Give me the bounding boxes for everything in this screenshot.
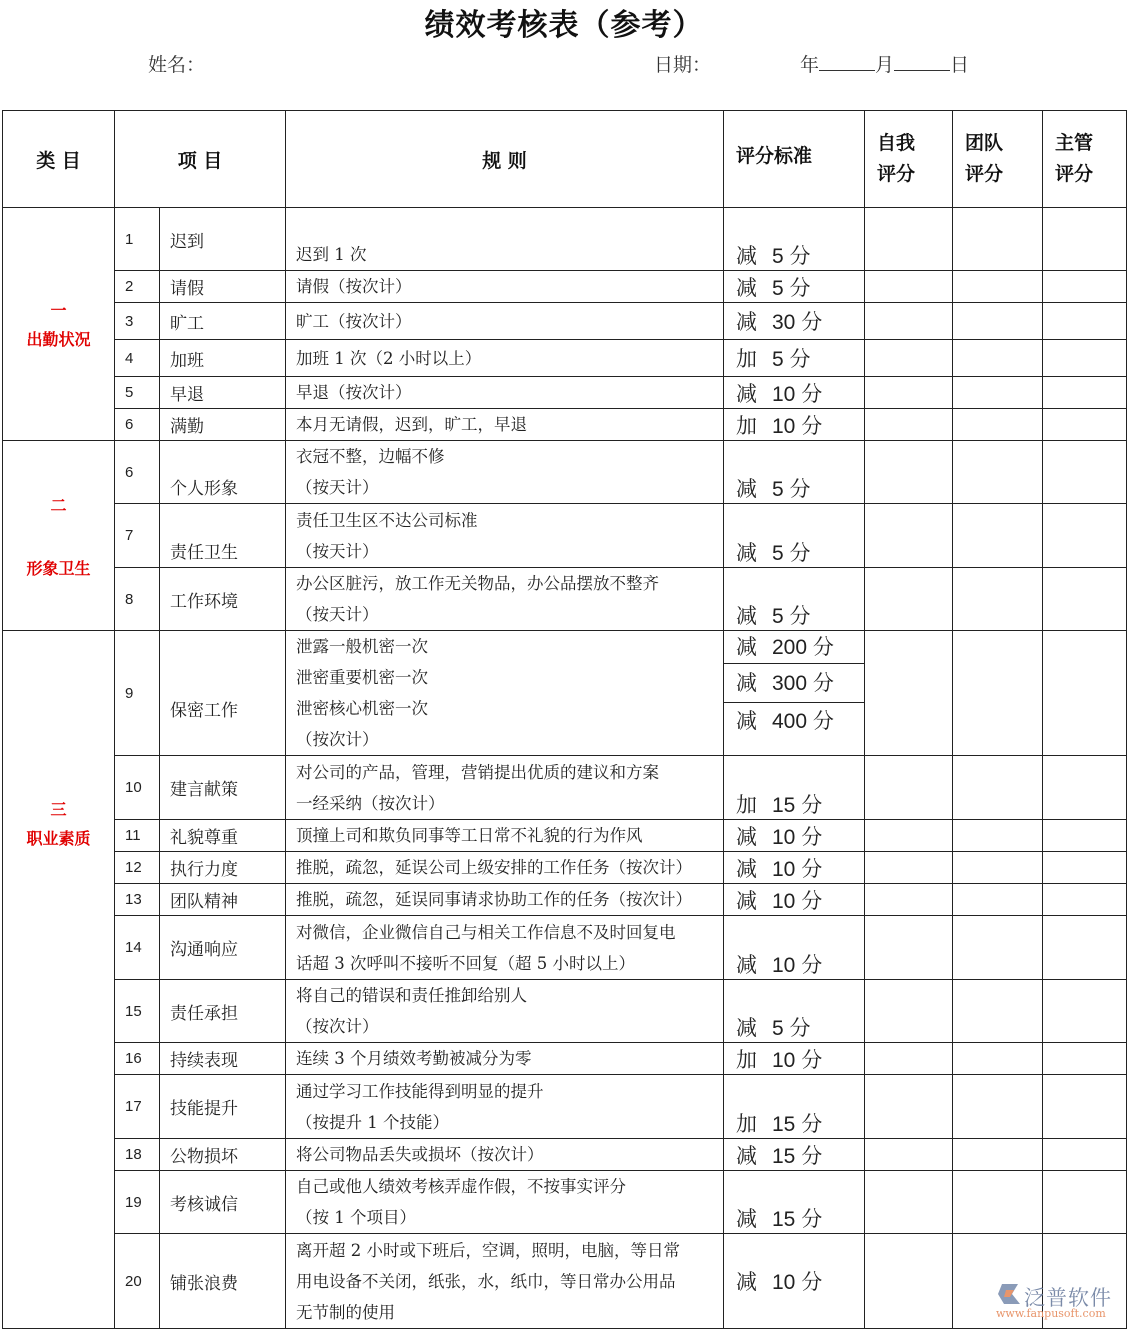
team-score-cell[interactable] (953, 504, 1043, 568)
watermark-brand: 泛普软件 (1024, 1286, 1112, 1310)
rule-text: 泄露一般机密一次 泄密重要机密一次 泄密核心机密一次 （按次计） (286, 631, 724, 756)
team-score-cell[interactable] (953, 377, 1043, 409)
team-score-cell[interactable] (953, 820, 1043, 852)
name-label: 姓名： (148, 54, 206, 76)
self-score-cell[interactable] (865, 377, 953, 409)
rule-text: 责任卫生区不达公司标准 （按天计） (286, 504, 724, 568)
manager-score-cell[interactable] (1043, 1075, 1127, 1139)
row-number: 6 (115, 441, 160, 504)
table-row (3, 884, 1127, 916)
brand-logo-icon (996, 1282, 1022, 1306)
self-score-cell[interactable] (865, 1075, 953, 1139)
date-fields (800, 50, 969, 77)
item-name: 个人形象 (160, 441, 286, 504)
rule-text: 连续 3 个月绩效考勤被减分为零 (286, 1043, 724, 1075)
item-name: 铺张浪费 (160, 1234, 286, 1329)
item-name: 保密工作 (160, 631, 286, 756)
self-score-cell[interactable] (865, 820, 953, 852)
self-score-cell[interactable] (865, 441, 953, 504)
team-score-cell[interactable] (953, 303, 1043, 340)
manager-score-cell[interactable] (1043, 441, 1127, 504)
category-appearance: 二 形象卫生 (3, 441, 115, 631)
score-standard: 减 10 分 (724, 884, 865, 916)
team-score-cell[interactable] (953, 1171, 1043, 1234)
col-team-score: 团队 评分 (953, 111, 1043, 208)
manager-score-cell[interactable] (1043, 631, 1127, 756)
item-name: 迟到 (160, 208, 286, 271)
self-score-cell[interactable] (865, 409, 953, 441)
score-standard: 减 5 分 (724, 208, 865, 271)
score-standard: 加 15 分 (724, 756, 865, 820)
manager-score-cell[interactable] (1043, 756, 1127, 820)
item-name: 工作环境 (160, 568, 286, 631)
score-standard: 减 5 分 (724, 980, 865, 1043)
item-name: 早退 (160, 377, 286, 409)
row-number: 7 (115, 504, 160, 568)
item-name: 责任承担 (160, 980, 286, 1043)
team-score-cell[interactable] (953, 1139, 1043, 1171)
item-name: 满勤 (160, 409, 286, 441)
rule-text: 将公司物品丢失或损坏（按次计） (286, 1139, 724, 1171)
manager-score-cell[interactable] (1043, 1171, 1127, 1234)
manager-score-cell[interactable] (1043, 884, 1127, 916)
self-score-cell[interactable] (865, 504, 953, 568)
score-standard: 减 5 分 (724, 441, 865, 504)
manager-score-cell[interactable] (1043, 303, 1127, 340)
rule-text: 本月无请假，迟到，旷工，早退 (286, 409, 724, 441)
score-standard: 减 10 分 (724, 377, 865, 409)
item-name: 团队精神 (160, 884, 286, 916)
team-score-cell[interactable] (953, 916, 1043, 980)
manager-score-cell[interactable] (1043, 568, 1127, 631)
self-score-cell[interactable] (865, 852, 953, 884)
score-standard: 加 10 分 (724, 409, 865, 441)
manager-score-cell[interactable] (1043, 377, 1127, 409)
score-standard: 减 10 分 (724, 852, 865, 884)
team-score-cell[interactable] (953, 208, 1043, 271)
score-standard: 加 10 分 (724, 1043, 865, 1075)
self-score-cell[interactable] (865, 208, 953, 271)
team-score-cell[interactable] (953, 852, 1043, 884)
row-number: 10 (115, 756, 160, 820)
appraisal-table (2, 110, 1127, 1329)
rule-text: 旷工（按次计） (286, 303, 724, 340)
col-manager-score: 主管 评分 (1043, 111, 1127, 208)
rule-text: 推脱，疏忽，延误同事请求协助工作的任务（按次计） (286, 884, 724, 916)
table-row (3, 756, 1127, 820)
item-name: 沟通响应 (160, 916, 286, 980)
watermark-url: www.fanpusoft.com (996, 1307, 1106, 1320)
self-score-cell[interactable] (865, 884, 953, 916)
table-row (3, 377, 1127, 409)
table-row (3, 1234, 1127, 1329)
rule-text: 离开超 2 小时或下班后，空调，照明，电脑，等日常 用电设备不关闭，纸张，水，纸巾，等日常办公用品 无节制的使用 (286, 1234, 724, 1329)
score-option: 减 200 分 (724, 631, 864, 664)
table-row (3, 271, 1127, 303)
rule-text: 办公区脏污，放工作无关物品，办公品摆放不整齐 （按天计） (286, 568, 724, 631)
team-score-cell[interactable] (953, 271, 1043, 303)
item-name: 请假 (160, 271, 286, 303)
table-row (3, 631, 1127, 756)
score-standard: 减 10 分 (724, 1234, 865, 1329)
manager-score-cell[interactable] (1043, 916, 1127, 980)
self-score-cell[interactable] (865, 568, 953, 631)
date-label: 日期： (654, 54, 712, 76)
row-number: 9 (115, 631, 160, 756)
team-score-cell[interactable] (953, 441, 1043, 504)
score-standard: 减 30 分 (724, 303, 865, 340)
table-row (3, 980, 1127, 1043)
self-score-cell[interactable] (865, 1043, 953, 1075)
row-number: 14 (115, 916, 160, 980)
rule-text: 通过学习工作技能得到明显的提升 （按提升 1 个技能） (286, 1075, 724, 1139)
item-name: 执行力度 (160, 852, 286, 884)
table-row (3, 852, 1127, 884)
score-standard: 减 10 分 (724, 820, 865, 852)
score-option: 减 300 分 (724, 664, 864, 703)
score-standard: 减 5 分 (724, 271, 865, 303)
team-score-cell[interactable] (953, 980, 1043, 1043)
score-standard: 减 5 分 (724, 504, 865, 568)
manager-score-cell[interactable] (1043, 340, 1127, 377)
item-name: 建言献策 (160, 756, 286, 820)
rule-text: 迟到 1 次 (286, 208, 724, 271)
manager-score-cell[interactable] (1043, 820, 1127, 852)
manager-score-cell[interactable] (1043, 1139, 1127, 1171)
score-option: 减 400 分 (736, 709, 834, 733)
row-number: 3 (115, 303, 160, 340)
score-standard: 加 15 分 (724, 1075, 865, 1139)
self-score-cell[interactable] (865, 271, 953, 303)
team-score-cell[interactable] (953, 568, 1043, 631)
rule-text: 对微信，企业微信自己与相关工作信息不及时回复电 话超 3 次呼叫不接听不回复（超 5 小时以上） (286, 916, 724, 980)
rule-text: 将自己的错误和责任推卸给别人 （按次计） (286, 980, 724, 1043)
row-number: 17 (115, 1075, 160, 1139)
col-item: 项 目 (115, 111, 286, 208)
score-standard: 减 15 分 (724, 1171, 865, 1234)
col-standard: 评分标准 (724, 111, 865, 208)
row-number: 6 (115, 409, 160, 441)
item-name: 持续表现 (160, 1043, 286, 1075)
score-standard-multi (724, 631, 865, 756)
table-row (3, 1043, 1127, 1075)
manager-score-cell[interactable] (1043, 504, 1127, 568)
item-name: 责任卫生 (160, 504, 286, 568)
rule-text: 加班 1 次（2 小时以上） (286, 340, 724, 377)
document-title: 绩效考核表（参考） (424, 8, 704, 43)
rule-text: 请假（按次计） (286, 271, 724, 303)
table-row (3, 504, 1127, 568)
header-row (3, 111, 1127, 208)
self-score-cell[interactable] (865, 303, 953, 340)
table-row (3, 1171, 1127, 1234)
team-score-cell[interactable] (953, 1075, 1043, 1139)
row-number: 8 (115, 568, 160, 631)
table-row (3, 208, 1127, 271)
team-score-cell[interactable] (953, 1043, 1043, 1075)
item-name: 加班 (160, 340, 286, 377)
row-number: 11 (115, 820, 160, 852)
manager-score-cell[interactable] (1043, 980, 1127, 1043)
table-row (3, 916, 1127, 980)
rule-text: 对公司的产品，管理，营销提出优质的建议和方案 一经采纳（按次计） (286, 756, 724, 820)
score-standard: 减 15 分 (724, 1139, 865, 1171)
month-blank[interactable] (819, 52, 875, 71)
category-professionalism: 三 职业素质 (3, 631, 115, 1329)
self-score-cell[interactable] (865, 631, 953, 756)
item-name: 公物损坏 (160, 1139, 286, 1171)
table-row (3, 1075, 1127, 1139)
table-row (3, 303, 1127, 340)
item-name: 技能提升 (160, 1075, 286, 1139)
manager-score-cell[interactable] (1043, 271, 1127, 303)
category-attendance: 一 出勤状况 (3, 208, 115, 441)
manager-score-cell[interactable] (1043, 1043, 1127, 1075)
table-row (3, 409, 1127, 441)
row-number: 16 (115, 1043, 160, 1075)
col-rule: 规 则 (286, 111, 724, 208)
rule-text: 衣冠不整，边幅不修 （按天计） (286, 441, 724, 504)
table-row (3, 820, 1127, 852)
month-label: 月 (875, 54, 895, 76)
row-number: 13 (115, 884, 160, 916)
self-score-cell[interactable] (865, 756, 953, 820)
row-number: 19 (115, 1171, 160, 1234)
rule-text: 自己或他人绩效考核弄虚作假，不按事实评分 （按 1 个项目） (286, 1171, 724, 1234)
day-label: 日 (950, 54, 970, 76)
rule-text: 早退（按次计） (286, 377, 724, 409)
table-row (3, 340, 1127, 377)
score-standard: 减 5 分 (724, 568, 865, 631)
col-category: 类 目 (3, 111, 115, 208)
table-row (3, 441, 1127, 504)
self-score-cell[interactable] (865, 980, 953, 1043)
row-number: 15 (115, 980, 160, 1043)
self-score-cell[interactable] (865, 340, 953, 377)
manager-score-cell[interactable] (1043, 409, 1127, 441)
row-number: 1 (115, 208, 160, 271)
team-score-cell[interactable] (953, 409, 1043, 441)
row-number: 12 (115, 852, 160, 884)
row-number: 4 (115, 340, 160, 377)
team-score-cell[interactable] (953, 884, 1043, 916)
team-score-cell[interactable] (953, 340, 1043, 377)
item-name: 考核诚信 (160, 1171, 286, 1234)
rule-text: 顶撞上司和欺负同事等工日常不礼貌的行为作风 (286, 820, 724, 852)
score-standard: 加 5 分 (724, 340, 865, 377)
row-number: 20 (115, 1234, 160, 1329)
table-row (3, 568, 1127, 631)
rule-text: 推脱，疏忽，延误公司上级安排的工作任务（按次计） (286, 852, 724, 884)
row-number: 2 (115, 271, 160, 303)
manager-score-cell[interactable] (1043, 852, 1127, 884)
score-standard: 减 10 分 (724, 916, 865, 980)
team-score-cell[interactable] (953, 756, 1043, 820)
team-score-cell[interactable] (953, 631, 1043, 756)
item-name: 旷工 (160, 303, 286, 340)
self-score-cell[interactable] (865, 1171, 953, 1234)
table-row (3, 1139, 1127, 1171)
col-self-score: 自我 评分 (865, 111, 953, 208)
self-score-cell[interactable] (865, 1234, 953, 1329)
item-name: 礼貌尊重 (160, 820, 286, 852)
year-label: 年 (800, 54, 820, 76)
manager-score-cell[interactable] (1043, 208, 1127, 271)
row-number: 18 (115, 1139, 160, 1171)
watermark (996, 1282, 1122, 1326)
self-score-cell[interactable] (865, 916, 953, 980)
self-score-cell[interactable] (865, 1139, 953, 1171)
row-number: 5 (115, 377, 160, 409)
day-blank[interactable] (894, 52, 950, 71)
